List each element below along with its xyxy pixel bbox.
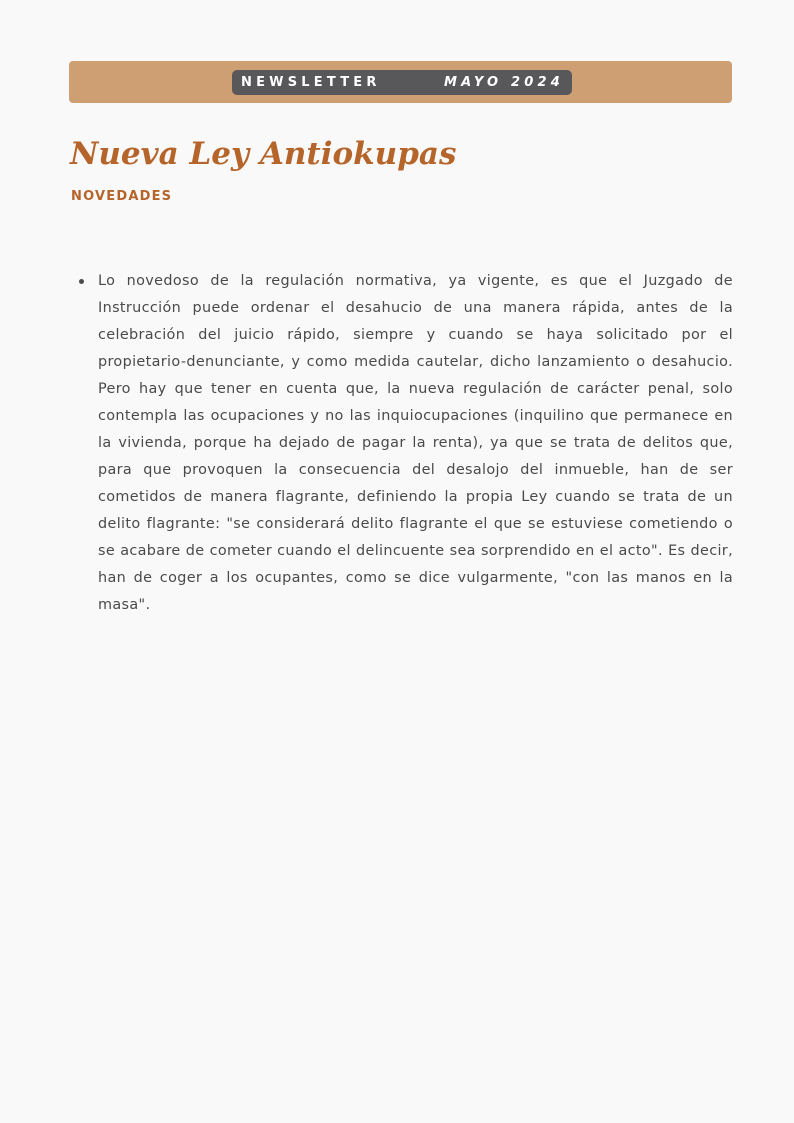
article-body-list: [98, 268, 733, 619]
list-item: [98, 268, 733, 619]
section-label: NOVEDADES: [71, 189, 173, 204]
newsletter-label: NEWSLETTER: [241, 75, 381, 90]
bullet-dot-icon: [79, 279, 84, 284]
list-item-text: Lo novedoso de la regulación normativa, ya vigente, es que el Juzgado de Instrucción puede ordenar el desahucio de una manera rápida, antes de la celebración del juicio rápido, siempre y cuando se haya solicitado por el propietario-denunciante, y como medida cautelar, dicho lanzamiento o desahucio. Pero hay que tener en cuenta que, la nueva regulación de carácter penal, solo contempla las ocupaciones y no las inquiocupaciones (inquilino que permanece en la vivienda, porque ha dejado de pagar la renta), ya que se trata de delitos que, para que provoquen la consecuencia del desalojo del inmueble, han de ser cometidos de manera flagrante, definiendo la propia Ley cuando se trata de un delito flagrante: "se considerará delito flagrante el que se estuviese cometiendo o se acabare de cometer cuando el delincuente sea sorprendido en el acto". Es decir, han de coger a los ocupantes, como se dice vulgarmente, "con las manos en la masa".: [98, 273, 733, 613]
header-band: [69, 61, 732, 103]
header-pill: [232, 70, 572, 95]
article-title: Nueva Ley Antiokupas: [70, 136, 457, 172]
issue-date: MAYO 2024: [444, 75, 565, 90]
